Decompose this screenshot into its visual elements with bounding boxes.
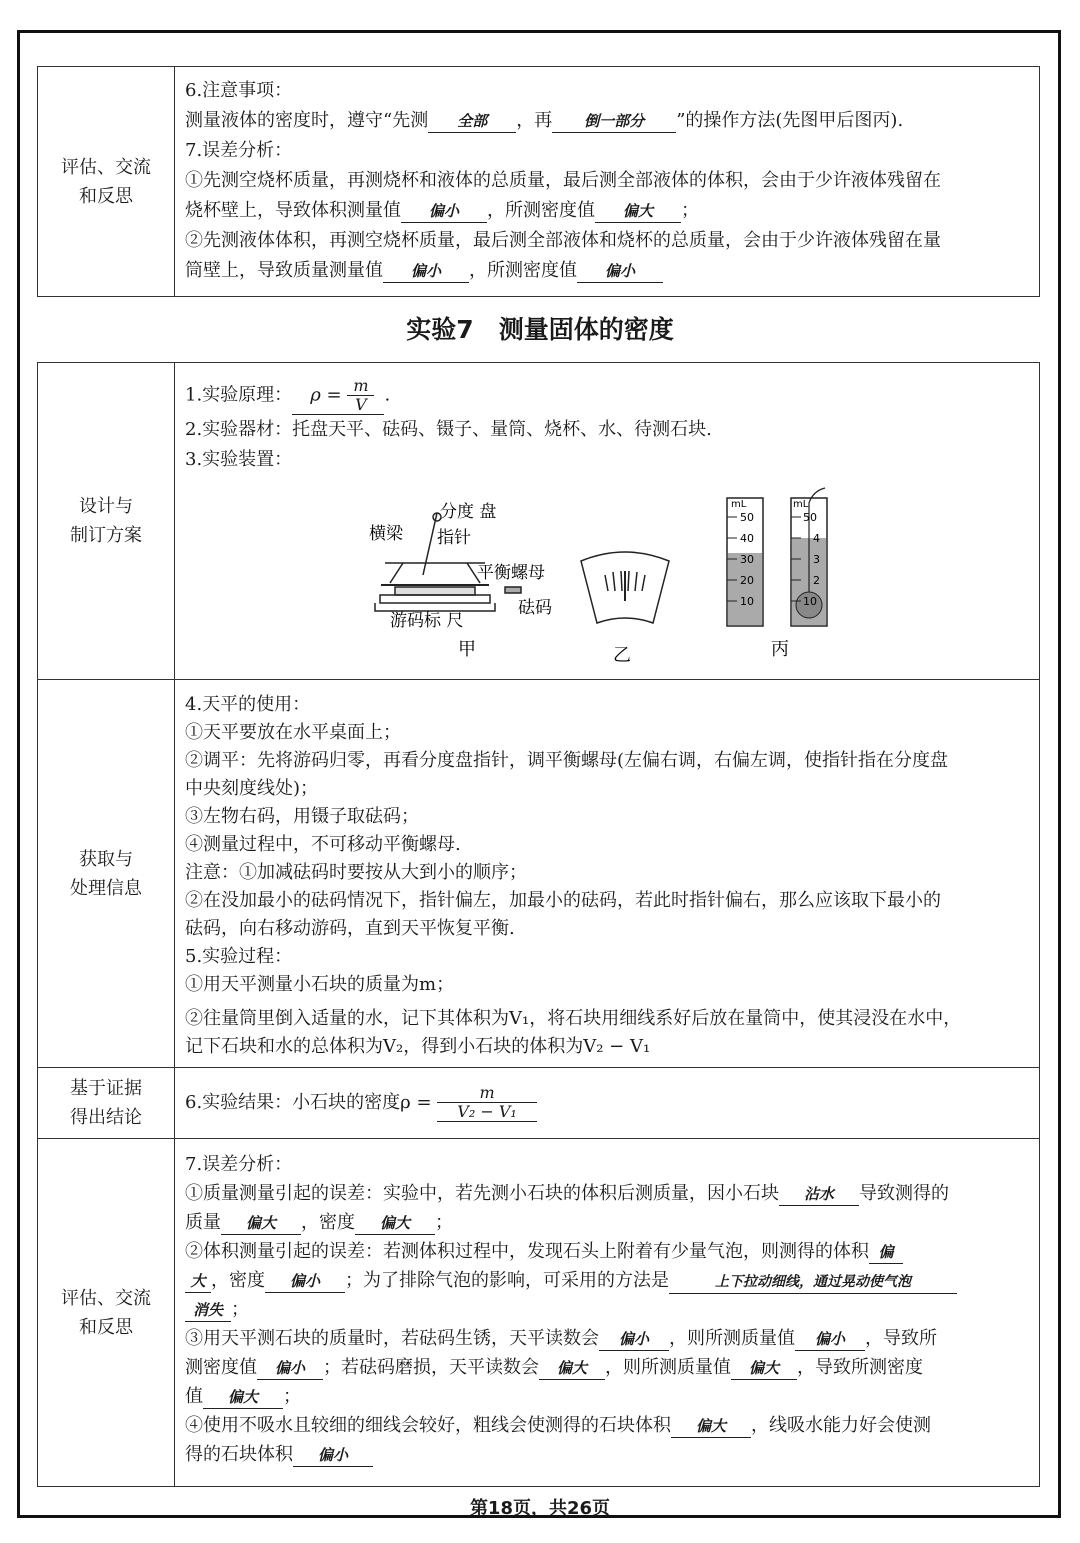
text-line: 记下石块和水的总体积为V₂，得到小石块的体积为V₂ − V₁ bbox=[185, 1036, 651, 1057]
cyl1-tick: 50 bbox=[740, 511, 754, 524]
page-footer: 第18页，共26页 bbox=[469, 1498, 611, 1519]
formula-blank: ρ = $\frac{m}{V}$ bbox=[292, 377, 384, 415]
answer-blank: 偏小 bbox=[293, 1444, 373, 1467]
apparatus-figure bbox=[185, 483, 1045, 673]
text-line: 筒壁上，导致质量测量值 偏小 ，所测密度值 偏小 bbox=[185, 256, 1029, 286]
answer-blank: 偏大 bbox=[221, 1212, 301, 1235]
pointer-label: 指针 bbox=[437, 528, 471, 548]
label-line: 基于证据 bbox=[70, 1078, 142, 1099]
cyl2-tick: 10 bbox=[803, 595, 817, 608]
text-line: ④测量过程中，不可移动平衡螺母. bbox=[185, 834, 461, 855]
row-content bbox=[175, 680, 1040, 1068]
answer-blank: 偏大 bbox=[731, 1357, 797, 1380]
row-content bbox=[175, 67, 1040, 297]
cylinder-1-diagram bbox=[727, 498, 763, 626]
top-table bbox=[37, 66, 1040, 297]
text-line: ①质量测量引起的误差：实验中，若先测小石块的体积后测质量，因小石块 沾水 导致测得的 bbox=[185, 1183, 949, 1204]
scale-label: 分度 盘 bbox=[440, 502, 497, 522]
fig-jia-label: 甲 bbox=[458, 639, 476, 660]
cyl2-tick: 2 bbox=[813, 574, 820, 587]
fig-bing-label: 丙 bbox=[771, 639, 789, 660]
text-line: 7.误差分析： bbox=[185, 1154, 293, 1175]
text-line: ②调平：先将游码归零，再看分度盘指针，调平衡螺母(左偏右调，右偏左调，使指针指在分度盘 bbox=[185, 750, 949, 771]
label-line: 处理信息 bbox=[70, 877, 142, 899]
cylinder-2-diagram bbox=[791, 488, 827, 626]
cyl1-tick: 30 bbox=[740, 553, 754, 566]
cyl2-tick: 3 bbox=[813, 553, 820, 566]
scale-dial-diagram bbox=[581, 552, 669, 623]
cyl2-tick: 4 bbox=[813, 532, 820, 545]
cyl1-tick: 40 bbox=[740, 532, 754, 545]
section-title: 实验7 测量固体的密度 bbox=[406, 315, 674, 344]
weights-label: 砝码 bbox=[518, 598, 552, 618]
fig-yi-label: 乙 bbox=[613, 645, 631, 666]
answer-blank: 偏 bbox=[869, 1241, 903, 1264]
text-line: 2.实验器材：托盘天平、砝码、镊子、量筒、烧杯、水、待测石块. bbox=[185, 419, 712, 440]
answer-blank: 偏小 bbox=[257, 1357, 323, 1380]
beam-label: 横梁 bbox=[369, 524, 403, 544]
label-line: 设计与 bbox=[79, 496, 133, 517]
row-label bbox=[38, 680, 175, 1068]
label-line: 得出结论 bbox=[70, 1107, 142, 1128]
row-label bbox=[38, 1068, 175, 1139]
label-line: 和反思 bbox=[79, 1316, 133, 1338]
label-line: 获取与 bbox=[79, 848, 133, 870]
label-line: 制订方案 bbox=[70, 525, 142, 546]
answer-blank: 偏小 bbox=[401, 200, 487, 223]
main-table bbox=[37, 362, 1040, 1487]
text-line: 消失 ； bbox=[185, 1295, 1029, 1324]
answer-blank: 偏小 bbox=[265, 1270, 345, 1293]
answer-blank: 偏小 bbox=[383, 260, 469, 283]
row-label bbox=[38, 1139, 175, 1487]
answer-blank: 大 bbox=[185, 1270, 211, 1293]
text-line: ③用天平测石块的质量时，若砝码生锈，天平读数会 偏小 ，则所测质量值 偏小 ，导致所 bbox=[185, 1328, 937, 1349]
answer-blank: 偏小 bbox=[599, 1328, 669, 1351]
text-line: 砝码，向右移动游码，直到天平恢复平衡. bbox=[185, 918, 515, 939]
answer-blank: 偏小 bbox=[795, 1328, 865, 1351]
cyl1-tick: 10 bbox=[740, 595, 754, 608]
text-line: 测密度值 偏小 ；若砝码磨损，天平读数会 偏大 ，则所测质量值 偏大 ，导致所测密度 bbox=[185, 1357, 923, 1378]
cyl1-tick: 20 bbox=[740, 574, 754, 587]
text-line: 质量 偏大 ，密度 偏大 ； bbox=[185, 1212, 453, 1233]
answer-blank: 沾水 bbox=[779, 1183, 859, 1206]
ml-label: mL bbox=[793, 499, 809, 510]
answer-blank: 上下拉动细线，通过晃动使气泡 bbox=[669, 1271, 957, 1294]
text-line: ④使用不吸水且较细的细线会较好，粗线会使测得的石块体积 偏大 ，线吸水能力好会使测 bbox=[185, 1415, 931, 1436]
text-line: ②往量筒里倒入适量的水，记下其体积为V₁，将石块用细线系好后放在量筒中，使其浸没在水中， bbox=[185, 1008, 962, 1029]
row-label bbox=[38, 67, 175, 297]
text-line: ②在没加最小的砝码情况下，指针偏左，加最小的砝码，若此时指针偏右，那么应该取下最小的 bbox=[185, 890, 941, 911]
row-content bbox=[175, 1068, 1040, 1139]
label-line: 和反思 bbox=[79, 185, 133, 207]
answer-blank: 消失 bbox=[185, 1299, 231, 1322]
text-line: ③左物右码，用镊子取砝码； bbox=[185, 806, 419, 827]
text-line: ①天平要放在水平桌面上； bbox=[185, 722, 401, 743]
text-line: 得的石块体积 偏小 bbox=[185, 1440, 1029, 1469]
nut-label: 平衡螺母 bbox=[477, 563, 545, 583]
text-line: 5.实验过程： bbox=[185, 946, 293, 967]
answer-blank: 偏大 bbox=[671, 1415, 751, 1438]
text-line: ②体积测量引起的误差：若测体积过程中，发现石头上附着有少量气泡，则测得的体积 偏 bbox=[185, 1237, 1029, 1266]
text-line: 3.实验装置： bbox=[185, 449, 293, 470]
answer-blank: 偏小 bbox=[577, 260, 663, 283]
ml-label: mL bbox=[731, 499, 747, 510]
row-label bbox=[38, 363, 175, 680]
text-line: ②先测液体体积，再测空烧杯质量，最后测全部液体和烧杯的总质量，会由于少许液体残留在量 bbox=[185, 230, 941, 251]
row-content bbox=[175, 1139, 1040, 1487]
text-line: 测量液体的密度时，遵守“先测 全部 ，再 倒一部分 ”的操作方法(先图甲后图丙). bbox=[185, 110, 904, 131]
text-line: 中央刻度线处)； bbox=[185, 778, 319, 799]
row-content bbox=[175, 363, 1040, 680]
text-line: 4.天平的使用： bbox=[185, 694, 311, 715]
answer-blank: 倒一部分 bbox=[552, 110, 676, 133]
label-line: 评估、交流 bbox=[61, 156, 151, 178]
label-line: 评估、交流 bbox=[61, 1287, 151, 1309]
text-line: ①先测空烧杯质量，再测烧杯和液体的总质量，最后测全部液体的体积，会由于少许液体残留在 bbox=[185, 170, 941, 191]
text-line: 6.注意事项： bbox=[185, 80, 293, 101]
text-line: 大 ，密度 偏小 ；为了排除气泡的影响，可采用的方法是 上下拉动细线，通过晃动使气泡 bbox=[185, 1266, 1029, 1295]
fraction: $\frac{m}{\text{V₂ − V₁}}$ bbox=[437, 1084, 537, 1122]
text-line: ①用天平测量小石块的质量为m； bbox=[185, 974, 455, 995]
text-line: 值 偏大 ； bbox=[185, 1386, 301, 1407]
text-line: 7.误差分析： bbox=[185, 140, 293, 161]
fraction: $\frac{m}{V}$ bbox=[347, 377, 374, 414]
answer-blank: 偏大 bbox=[203, 1386, 283, 1409]
cyl2-tick: 50 bbox=[803, 511, 817, 524]
answer-blank: 偏大 bbox=[355, 1212, 435, 1235]
answer-blank: 偏大 bbox=[539, 1357, 605, 1380]
text-line: 6.实验结果：小石块的密度ρ = $\frac{m}{\text{V₂ − V₁}}$ bbox=[185, 1084, 1029, 1122]
text-line: 注意：①加减砝码时要按从大到小的顺序； bbox=[185, 862, 527, 883]
answer-blank: 偏大 bbox=[595, 200, 681, 223]
text-line: 1.实验原理： ρ = $\frac{m}{V}$ . bbox=[185, 376, 391, 414]
rider-label: 游码标 尺 bbox=[390, 611, 464, 631]
answer-blank: 全部 bbox=[428, 110, 516, 133]
text-line: 烧杯壁上，导致体积测量值 偏小 ，所测密度值 偏大 ； bbox=[185, 200, 699, 221]
